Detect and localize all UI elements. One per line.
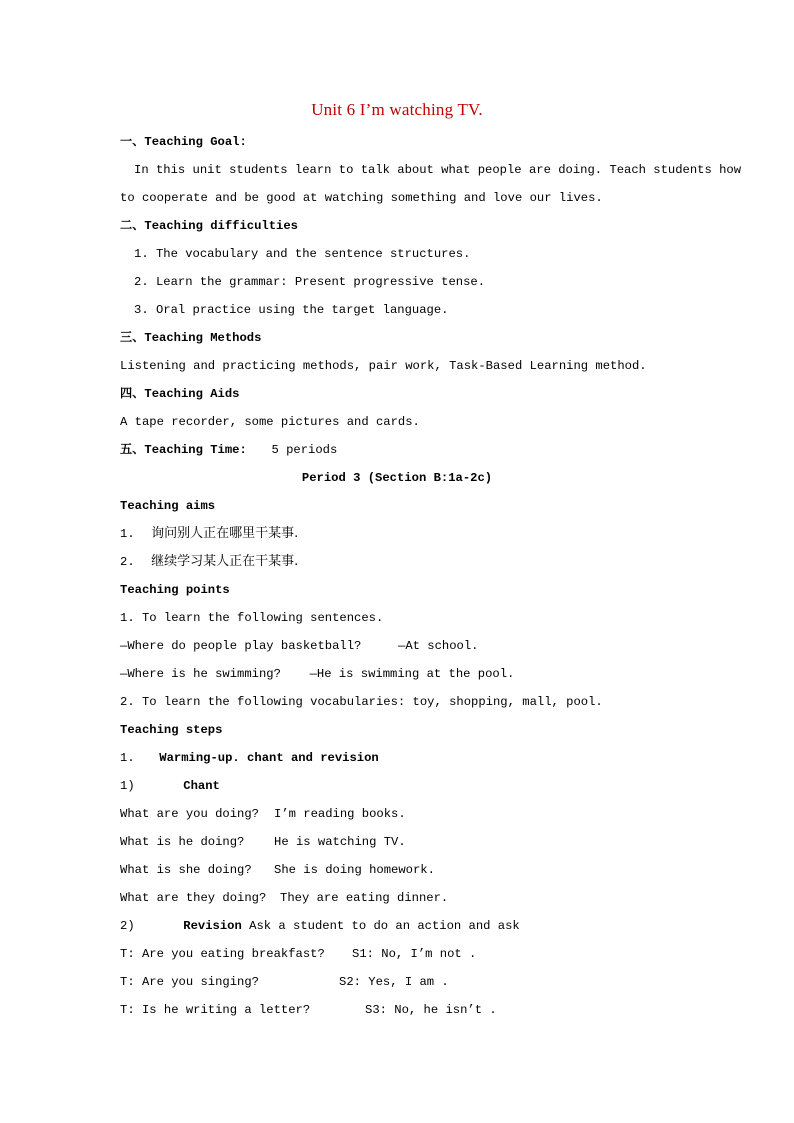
chant-line — [120, 861, 435, 879]
points-heading: Teaching points — [120, 583, 230, 597]
goal-line-2: to cooperate and be good at watching something and love our lives. — [120, 191, 603, 205]
aims-heading: Teaching aims — [120, 499, 216, 513]
teacher-line: T: Are you eating breakfast? — [120, 947, 325, 961]
revision-heading — [120, 917, 520, 935]
difficulties-heading: 二、Teaching difficulties — [120, 219, 298, 233]
aim-number: 1. — [120, 527, 135, 541]
dialog-question: —Where is he swimming? — [120, 667, 281, 681]
aids-text: A tape recorder, some pictures and cards. — [120, 415, 420, 429]
revision-dialog-line — [120, 1001, 497, 1019]
difficulty-item: 2. Learn the grammar: Present progressive tense. — [134, 275, 486, 289]
aim-text: 继续学习某人正在干某事. — [151, 554, 299, 569]
chant-question: What is she doing? — [120, 863, 252, 877]
goal-line-1: In this unit students learn to talk about what people are doing. Teach students how — [134, 163, 742, 177]
methods-text: Listening and practicing methods, pair work, Task-Based Learning method. — [120, 359, 647, 373]
teacher-line: T: Are you singing? — [120, 975, 259, 989]
time-line — [120, 441, 337, 459]
methods-heading: 三、Teaching Methods — [120, 331, 262, 345]
aim-item — [120, 552, 298, 571]
student-line: S1: No, I’m not . — [352, 947, 477, 961]
point-dialog-line — [120, 665, 514, 683]
steps-heading: Teaching steps — [120, 723, 223, 737]
chant-answer: She is doing homework. — [274, 863, 435, 877]
point-item: 1. To learn the following sentences. — [120, 611, 384, 625]
chant-heading — [120, 777, 220, 795]
goal-heading: 一、Teaching Goal: — [120, 135, 247, 149]
difficulty-item: 1. The vocabulary and the sentence structures. — [134, 247, 471, 261]
revision-number: 2) — [120, 919, 135, 933]
chant-line — [120, 833, 406, 851]
time-value: 5 periods — [271, 443, 338, 457]
chant-question: What are they doing? — [120, 891, 267, 905]
revision-dialog-line — [120, 945, 476, 963]
chant-answer: He is watching TV. — [274, 835, 406, 849]
dialog-answer: —He is swimming at the pool. — [309, 667, 515, 681]
point-dialog-line — [120, 637, 478, 655]
revision-dialog-line — [120, 973, 449, 991]
aim-item — [120, 524, 298, 543]
aim-text: 询问别人正在哪里干某事. — [151, 526, 299, 541]
time-heading: 五、Teaching Time: — [120, 443, 247, 457]
aids-heading: 四、Teaching Aids — [120, 387, 240, 401]
chant-question: What is he doing? — [120, 835, 245, 849]
chant-line — [120, 805, 406, 823]
dialog-answer: —At school. — [398, 639, 479, 653]
chant-question: What are you doing? — [120, 807, 259, 821]
revision-text: Ask a student to do an action and ask — [249, 919, 520, 933]
chant-line — [120, 889, 448, 907]
teacher-line: T: Is he writing a letter? — [120, 1003, 311, 1017]
chant-answer: They are eating dinner. — [280, 891, 449, 905]
point-item: 2. To learn the following vocabularies: toy, shopping, mall, pool. — [120, 695, 603, 709]
student-line: S3: No, he isn’t . — [365, 1003, 497, 1017]
step-item — [120, 749, 379, 767]
student-line: S2: Yes, I am . — [339, 975, 449, 989]
step-label: Warming-up. chant and revision — [159, 751, 379, 765]
aim-number: 2. — [120, 555, 135, 569]
chant-answer: I’m reading books. — [274, 807, 406, 821]
chant-label: Chant — [183, 779, 220, 793]
period-heading: Period 3 (Section B:1a-2c) — [301, 471, 493, 485]
chant-number: 1) — [120, 779, 135, 793]
difficulty-item: 3. Oral practice using the target language. — [134, 303, 449, 317]
document-title: Unit 6 I’m watching TV. — [311, 100, 483, 119]
dialog-question: —Where do people play basketball? — [120, 639, 362, 653]
revision-label: Revision — [183, 919, 242, 933]
step-number: 1. — [120, 751, 135, 765]
